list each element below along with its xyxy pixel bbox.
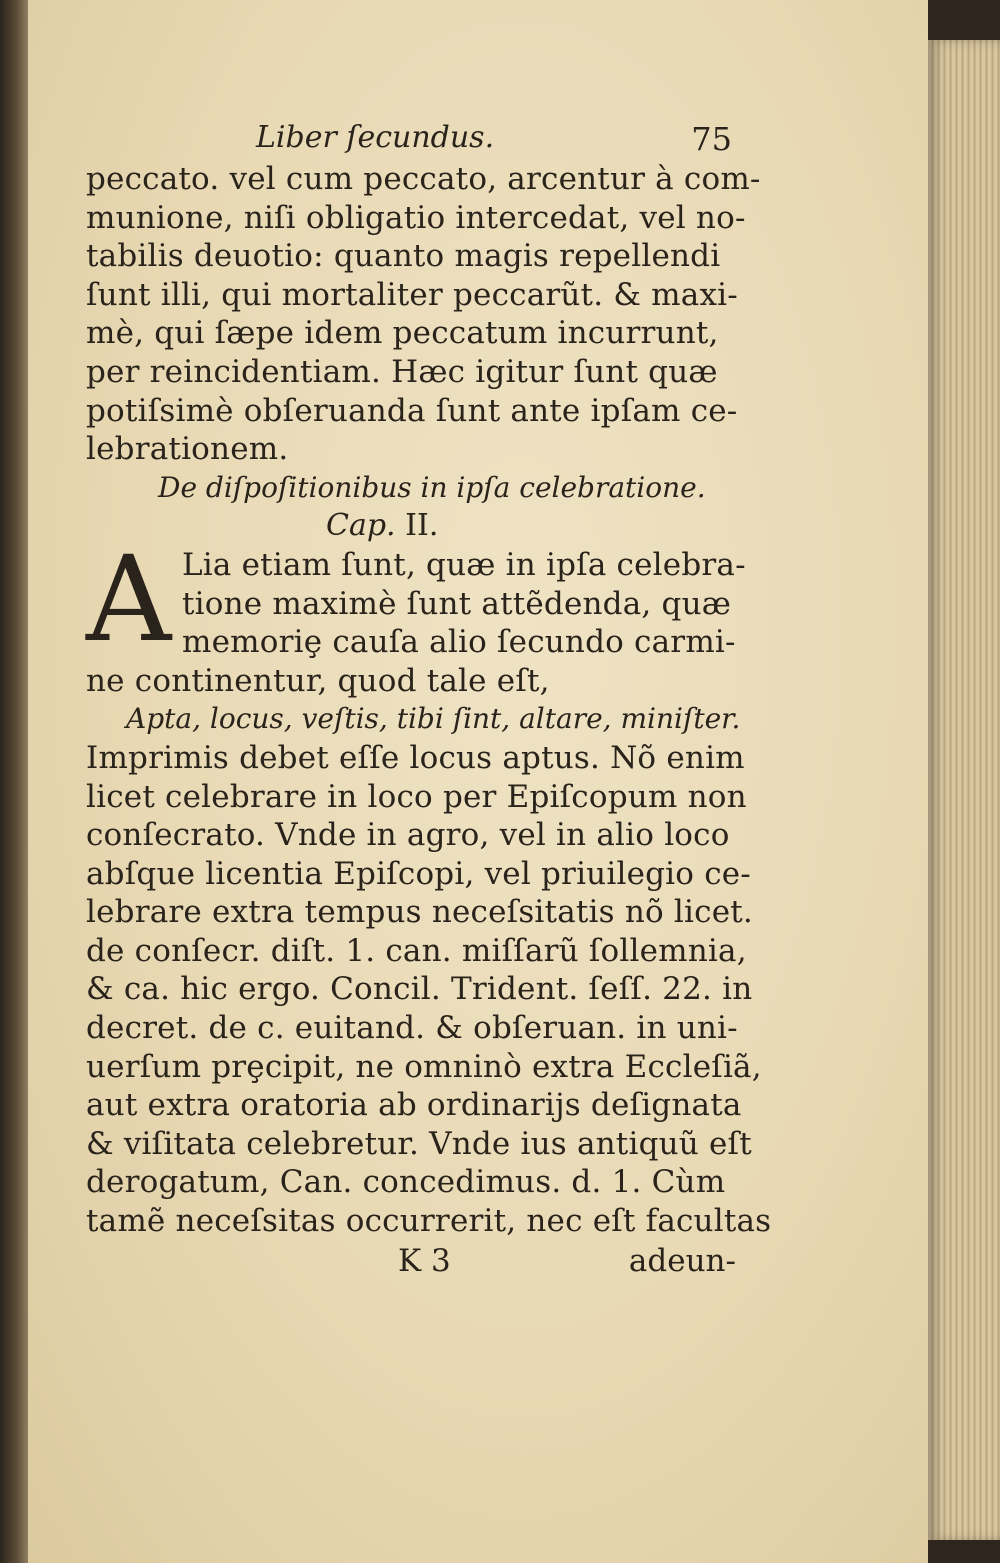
chapter-number: II.	[405, 508, 439, 544]
text-line: derogatum, Can. concedimus. d. 1. Cùm	[86, 1164, 726, 1201]
signature-mark: K 3	[398, 1242, 451, 1279]
text-line: potiſsimè obſeruanda ſunt ante ipſam ce-	[86, 392, 738, 429]
text-line: Imprimis debet eſſe locus aptus. Nõ enim	[86, 739, 745, 776]
catchword: adeun-	[628, 1242, 736, 1279]
page-footer	[86, 1243, 746, 1283]
page-edges-top	[928, 0, 1000, 40]
chapter-heading	[86, 507, 746, 546]
text-line: decret. de c. euitand. & obſeruan. in uni-	[86, 1010, 738, 1047]
text-block	[86, 120, 772, 1283]
verse-line: Apta, locus, veſtis, tibi ſint, altare, miniſter.	[126, 702, 741, 736]
text-line: mè, qui ſæpe idem peccatum incurrunt,	[86, 315, 719, 352]
text-line: Lia etiam ſunt, quæ in ipſa celebra-	[182, 546, 746, 583]
text-line: peccato. vel cum peccato, arcentur à com-	[86, 161, 761, 197]
text-line: per reincidentiam. Hæc igitur ſunt quæ	[86, 353, 718, 390]
running-title: Liber ſecundus.	[256, 120, 495, 155]
drop-cap-letter: A	[86, 529, 172, 668]
text-line: & ca. hic ergo. Concil. Trident. ſeſſ. 22. in	[86, 971, 753, 1008]
drop-cap-paragraph	[86, 529, 746, 668]
chapter-label: Cap.	[326, 508, 396, 544]
section-heading: De diſpoſitionibus in ipſa celebratione.	[158, 470, 706, 504]
text-line: lebrare extra tempus neceſsitatis nõ licet.	[86, 894, 753, 931]
text-line: abſque licentia Epiſcopi, vel priuilegio ce-	[86, 855, 751, 892]
paragraph-top	[86, 160, 761, 469]
text-line: tione maximè ſunt attẽdenda, quæ	[182, 585, 732, 622]
text-line: & viſitata celebretur. Vnde ius antiquũ eſt	[86, 1125, 752, 1162]
paragraph-bottom	[86, 739, 772, 1241]
text-line: memoriȩ cauſa alio ſecundo carmi-	[182, 624, 736, 661]
page-edges	[928, 40, 1000, 1540]
text-line: munione, niſi obligatio intercedat, vel no-	[86, 199, 746, 236]
text-line: lebrationem.	[86, 431, 289, 468]
page-edges-bottom	[928, 1540, 1000, 1563]
running-header	[86, 120, 746, 160]
text-line: tamẽ neceſsitas occurrerit, nec eſt facultas	[86, 1203, 772, 1240]
text-line: de conſecr. diſt. 1. can. miſſarũ ſollemnia,	[86, 932, 747, 969]
text-line: uerſum prȩcipit, ne omninò extra Eccleſiã,	[86, 1048, 762, 1085]
text-line: licet celebrare in loco per Epiſcopum non	[86, 778, 747, 815]
text-line: ne continentur, quod tale eſt,	[86, 662, 550, 699]
text-line: tabilis deuotio: quanto magis repellendi	[86, 238, 721, 275]
page-number: 75	[691, 120, 732, 158]
text-line: ſunt illi, qui mortaliter peccarũt. & maxi-	[86, 276, 738, 313]
text-line: conſecrato. Vnde in agro, vel in alio loco	[86, 817, 730, 854]
text-line: aut extra oratoria ab ordinarijs deſignata	[86, 1087, 742, 1124]
